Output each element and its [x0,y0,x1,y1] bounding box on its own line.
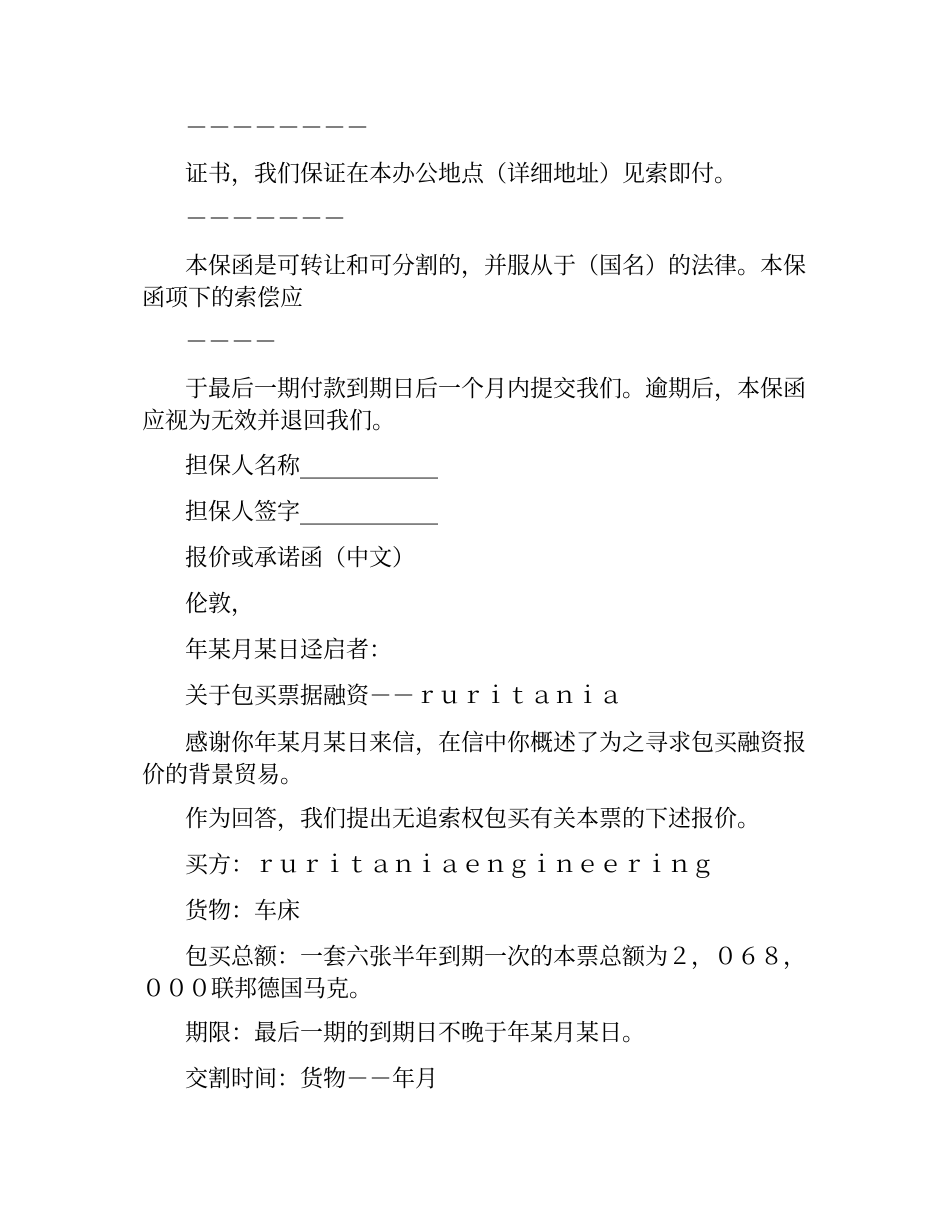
section-heading-offer-letter: 报价或承诺函（中文） [185,545,415,571]
term-line: 期限：最后一期的到期日不晚于年某月某日。 [185,1020,645,1046]
paragraph-payment-on-demand: 证书，我们保证在本办公地点（详细地址）见索即付。 [185,161,737,187]
goods-line: 货物：车床 [185,898,300,924]
buyer-line: 买方：ｒｕｒｉｔａｎｉａｅｎｇｉｎｅｅｒｉｎｇ [185,852,714,878]
letter-place: 伦敦， [185,591,254,617]
dash-line-1: －－－－－－－－ [185,115,369,141]
paragraph-reply-offer: 作为回答，我们提出无追索权包买有关本票的下述报价。 [185,806,760,832]
guarantor-signature-line: 担保人签字____________ [185,499,438,525]
letter-date-salutation: 年某月某日迳启者： [185,637,392,663]
guarantor-name-line: 担保人名称____________ [185,453,438,479]
forfaiting-amount-line: 包买总额：一套六张半年到期一次的本票总额为２，０６８，０００联邦德国马克。 [142,944,806,1002]
dash-line-3: －－－－ [185,329,277,355]
dash-line-2: －－－－－－－ [185,206,346,232]
paragraph-thanks: 感谢你年某月某日来信，在信中你概述了为之寻求包买融资报价的背景贸易。 [142,730,806,788]
letter-subject: 关于包买票据融资－－ｒｕｒｉｔａｎｉａ [185,683,622,709]
paragraph-claim-deadline: 于最后一期付款到期日后一个月内提交我们。逾期后，本保函应视为无效并退回我们。 [142,376,806,434]
paragraph-transferable-guarantee: 本保函是可转让和可分割的，并服从于（国名）的法律。本保函项下的索偿应 [142,253,806,311]
delivery-time-line: 交割时间：货物－－年月 [185,1066,438,1092]
